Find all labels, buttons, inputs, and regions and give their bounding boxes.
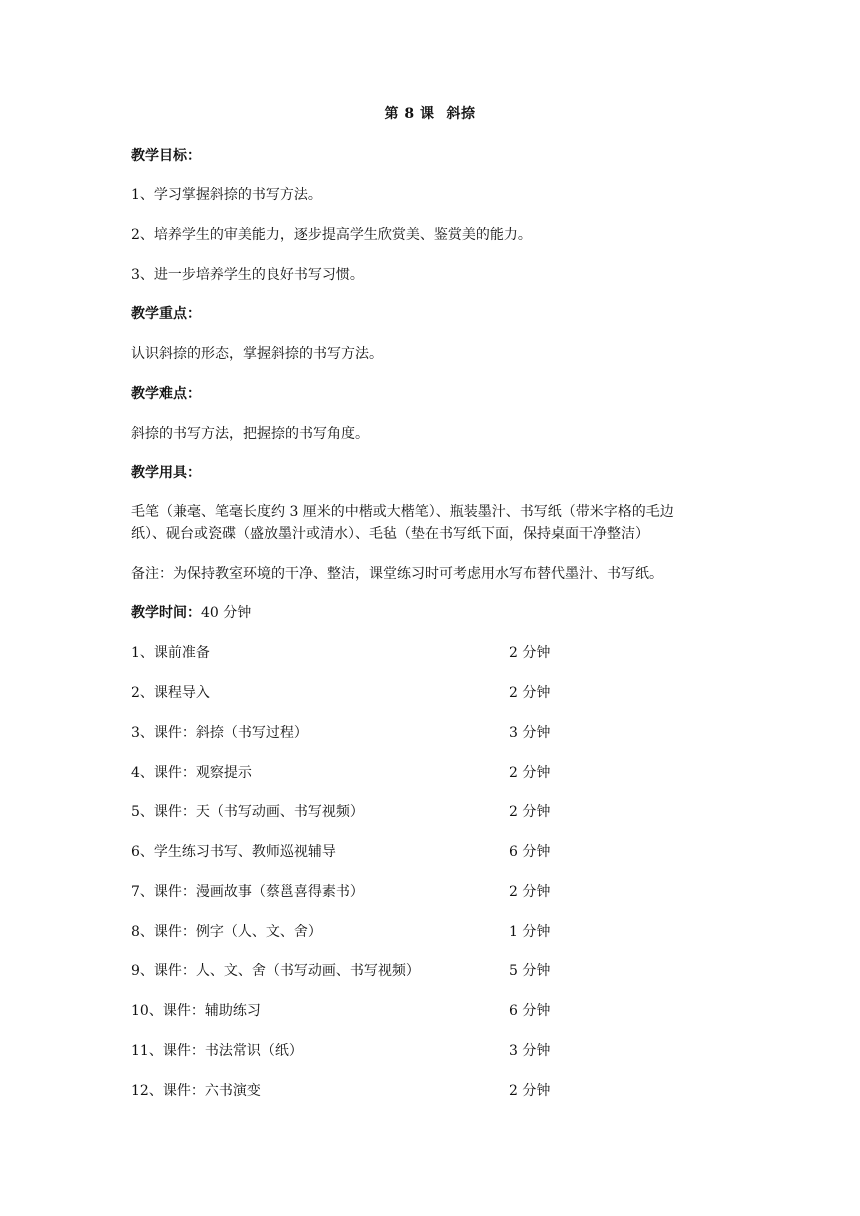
schedule-item-duration: 2 分钟: [509, 645, 551, 661]
schedule-item-duration: 2 分钟: [509, 765, 551, 781]
schedule-item-duration: 6 分钟: [509, 1003, 551, 1019]
objective-item: 3、进一步培养学生的良好书写习惯。: [131, 267, 364, 283]
schedule-item-duration: 6 分钟: [509, 844, 551, 860]
schedule-row: [131, 762, 591, 784]
schedule-row: [131, 1000, 591, 1022]
schedule-item-duration: 2 分钟: [509, 884, 551, 900]
page-title: [0, 104, 860, 124]
difficulty-text: 斜捺的书写方法，把握捺的书写角度。: [131, 426, 369, 442]
schedule-row: [131, 1080, 591, 1102]
schedule-item-duration: 3 分钟: [509, 725, 551, 741]
title-topic: 斜捺: [446, 106, 476, 122]
schedule-item-label: 6、学生练习书写、教师巡视辅导: [131, 844, 336, 860]
schedule-row: [131, 921, 591, 943]
schedule-item-duration: 3 分钟: [509, 1043, 551, 1059]
objective-item: 2、培养学生的审美能力，逐步提高学生欣赏美、鉴赏美的能力。: [131, 227, 532, 243]
schedule-item-label: 3、课件：斜捺（书写过程）: [131, 725, 308, 741]
title-lesson: 第 8 课: [384, 106, 435, 122]
schedule-item-duration: 2 分钟: [509, 685, 551, 701]
schedule-item-label: 9、课件：人、文、舍（书写动画、书写视频）: [131, 963, 420, 979]
schedule-row: [131, 801, 591, 823]
schedule-item-duration: 2 分钟: [509, 1083, 551, 1099]
schedule-row: [131, 642, 591, 664]
time-value: 40 分钟: [201, 605, 252, 621]
schedule-row: [131, 960, 591, 982]
time-heading: 教学时间：: [131, 605, 201, 621]
note-text: 备注：为保持教室环境的干净、整洁，课堂练习时可考虑用水写布替代墨汁、书写纸。: [131, 566, 663, 582]
schedule-item-label: 1、课前准备: [131, 645, 210, 661]
schedule-item-label: 8、课件：例字（人、文、舍）: [131, 924, 322, 940]
time-line: [131, 602, 731, 624]
schedule-item-label: 4、课件：观察提示: [131, 765, 252, 781]
schedule-item-label: 5、课件：天（书写动画、书写视频）: [131, 804, 364, 820]
schedule-item-label: 2、课程导入: [131, 685, 210, 701]
schedule-item-duration: 2 分钟: [509, 804, 551, 820]
schedule-item-label: 11、课件：书法常识（纸）: [131, 1043, 303, 1059]
schedule-item-duration: 5 分钟: [509, 963, 551, 979]
schedule-item-label: 12、课件：六书演变: [131, 1083, 261, 1099]
key-points-text: 认识斜捺的形态，掌握斜捺的书写方法。: [131, 346, 383, 362]
schedule-item-duration: 1 分钟: [509, 924, 551, 940]
tools-heading: 教学用具：: [131, 465, 201, 481]
schedule-row: [131, 1040, 591, 1062]
schedule-row: [131, 841, 591, 863]
difficulty-heading: 教学难点：: [131, 386, 201, 402]
schedule-row: [131, 722, 591, 744]
schedule-item-label: 10、课件：辅助练习: [131, 1003, 261, 1019]
schedule-row: [131, 881, 591, 903]
objectives-heading: 教学目标：: [131, 148, 201, 164]
objective-item: 1、学习掌握斜捺的书写方法。: [131, 187, 322, 203]
schedule-item-label: 7、课件：漫画故事（蔡邕喜得素书）: [131, 884, 364, 900]
tools-text-line-1: 毛笔（兼毫、笔毫长度约 3 厘米的中楷或大楷笔）、瓶装墨汁、书写纸（带米字格的毛边: [131, 504, 674, 520]
tools-text-line-2: 纸）、砚台或瓷碟（盛放墨汁或清水）、毛毡（垫在书写纸下面，保持桌面干净整洁）: [131, 526, 649, 542]
key-points-heading: 教学重点：: [131, 306, 201, 322]
schedule-row: [131, 682, 591, 704]
